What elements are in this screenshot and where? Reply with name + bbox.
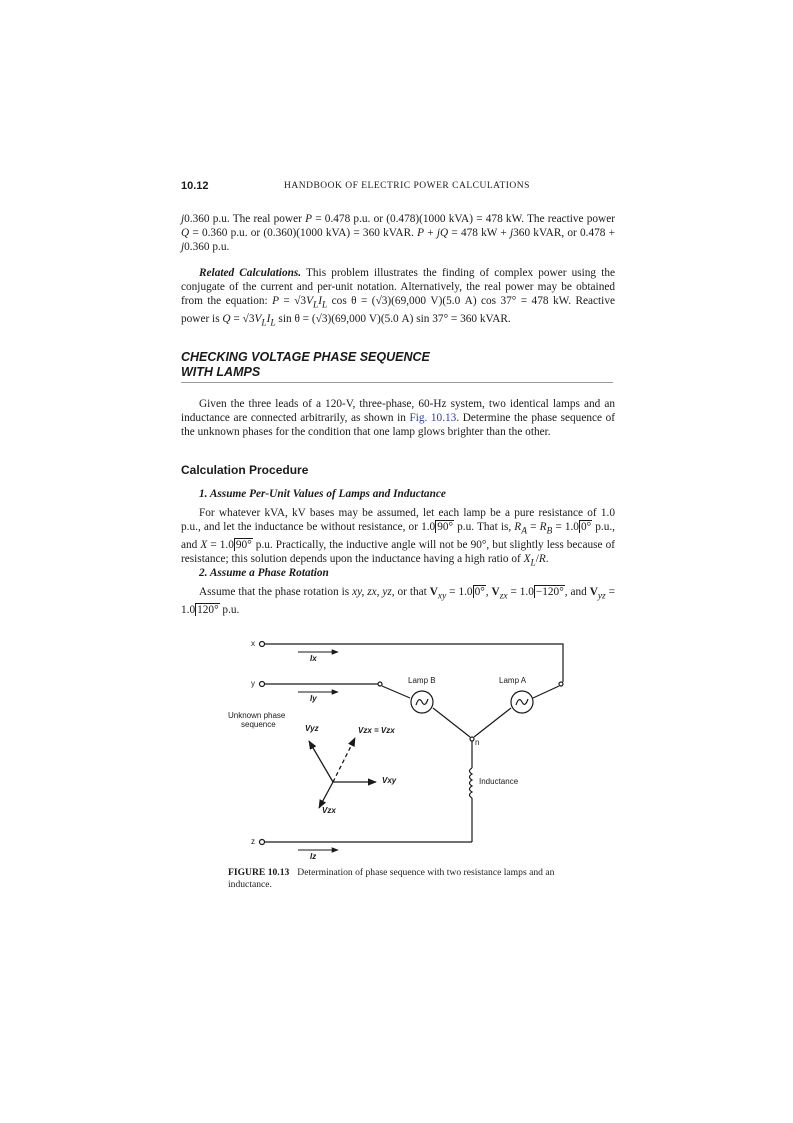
related-calculations-paragraph: Related Calculations. This problem illustrates the finding of complex power using the conjugate of the current and per-unit notation. Alternatively, the real power may be obtained from the equation: $P = √3V_LI_L$ cos θ = (√3)(69,000 V)(5.0 A) cos 37° = 478 kW. Reactive power is $Q = √3V_LI_L$ sin θ = (√3)(69,000 V)(5.0 A) sin 37° = 360 kVAR. <box>181 267 615 329</box>
terminal-z-label: z <box>251 837 255 846</box>
page-header <box>181 180 615 196</box>
phasor-vyz-label: Vyz <box>305 724 319 733</box>
running-title: HANDBOOK OF ELECTRIC POWER CALCULATIONS <box>284 181 530 191</box>
wire-to-lamp-b <box>382 686 410 698</box>
terminal-x-label: x <box>251 639 255 648</box>
section-title: CHECKING VOLTAGE PHASE SEQUENCE WITH LAMPS <box>181 350 430 379</box>
inductor-coil <box>470 768 473 798</box>
current-y-label: Iy <box>310 694 317 703</box>
lamp-b-label: Lamp B <box>408 676 436 685</box>
figure-caption-number: FIGURE 10.13 <box>228 867 290 878</box>
wire-lamp-b-n <box>433 708 470 737</box>
neutral-node <box>470 737 474 741</box>
current-x-label: Ix <box>310 654 317 663</box>
section-divider <box>181 382 613 383</box>
problem-paragraph: Given the three leads of a 120-V, three-phase, 60-Hz system, two identical lamps and an inductance are connected arbitrarily, as shown in Fig. 10.13. Determine the phase sequence of the unknown phases for the condition that one lamp glows brighter than the other. <box>181 398 615 438</box>
terminal-z-node <box>260 840 265 845</box>
wire-to-lamp-a <box>533 686 559 698</box>
terminal-y-node <box>260 682 265 687</box>
wire-lamp-a-n <box>474 708 511 737</box>
node-x-junction <box>559 682 563 686</box>
phasor-vxy-label: Vxy <box>382 776 397 785</box>
step-1-heading: 1. Assume Per-Unit Values of Lamps and Inductance <box>199 488 446 500</box>
node-y-junction <box>378 682 382 686</box>
inductance-label: Inductance <box>479 777 519 786</box>
lamp-a-label: Lamp A <box>499 676 527 685</box>
terminal-x-node <box>260 642 265 647</box>
phasor-vzx-eq-label: Vzx = Vzx <box>358 726 395 735</box>
current-z-label: Iz <box>310 852 317 861</box>
terminal-y-label: y <box>251 679 255 688</box>
circuit-diagram <box>228 634 578 869</box>
related-calculations-lead: Related Calculations. <box>199 267 302 279</box>
phasor-vyz-arrow <box>309 741 333 782</box>
calculation-procedure-heading: Calculation Procedure <box>181 463 309 477</box>
intro-paragraph: j0.360 p.u. The real power P = 0.478 p.u. or (0.478)(1000 kVA) = 478 kW. The reactive power Q = 0.360 p.u. or (0.360)(1000 kVA) = 360 kVAR. P + jQ = 478 kW + j360 kVAR, or 0.478 + j0.360 p.u. <box>181 213 616 253</box>
step-2-paragraph: Assume that the phase rotation is xy, zx, yz, or that $V_{xy} = 1.0$ 0°, $V_{zx} = 1.0 -120^\circ$, and $V_{yz} = 1.0$ 120° p.u. <box>181 586 616 617</box>
unknown-sequence-label-line2: sequence <box>241 720 276 729</box>
unknown-sequence-label-line1: Unknown phase <box>228 711 286 720</box>
step-2-heading: 2. Assume a Phase Rotation <box>199 567 329 579</box>
phasor-vzx-label: Vzx <box>322 806 336 815</box>
figure-caption <box>228 867 580 891</box>
step-1-paragraph: For whatever kVA, kV bases may be assumed, let each lamp be a pure resistance of 1.0 p.u., and let the inductance be without resistance, or 1.0 90° p.u. That is, $R_A = R_B = 1.0$ 0° p.u., and X = 1.0 90° p.u. Practically, the inductive angle will not be 90°, but slightly less because of resistance; this solution depends upon the inductance having a high ratio of $X_L/R$. <box>181 507 616 569</box>
neutral-label: n <box>475 738 480 747</box>
phasor-vzx-arrow <box>319 782 333 808</box>
figure-10-13 <box>228 634 578 869</box>
page-number: 10.12 <box>181 180 209 192</box>
phasor-vzx-dashed-arrow <box>333 738 355 782</box>
figure-caption-text: Determination of phase sequence with two resistance lamps and an inductance. <box>228 867 555 890</box>
figure-link[interactable]: Fig. 10.13 <box>409 412 457 424</box>
